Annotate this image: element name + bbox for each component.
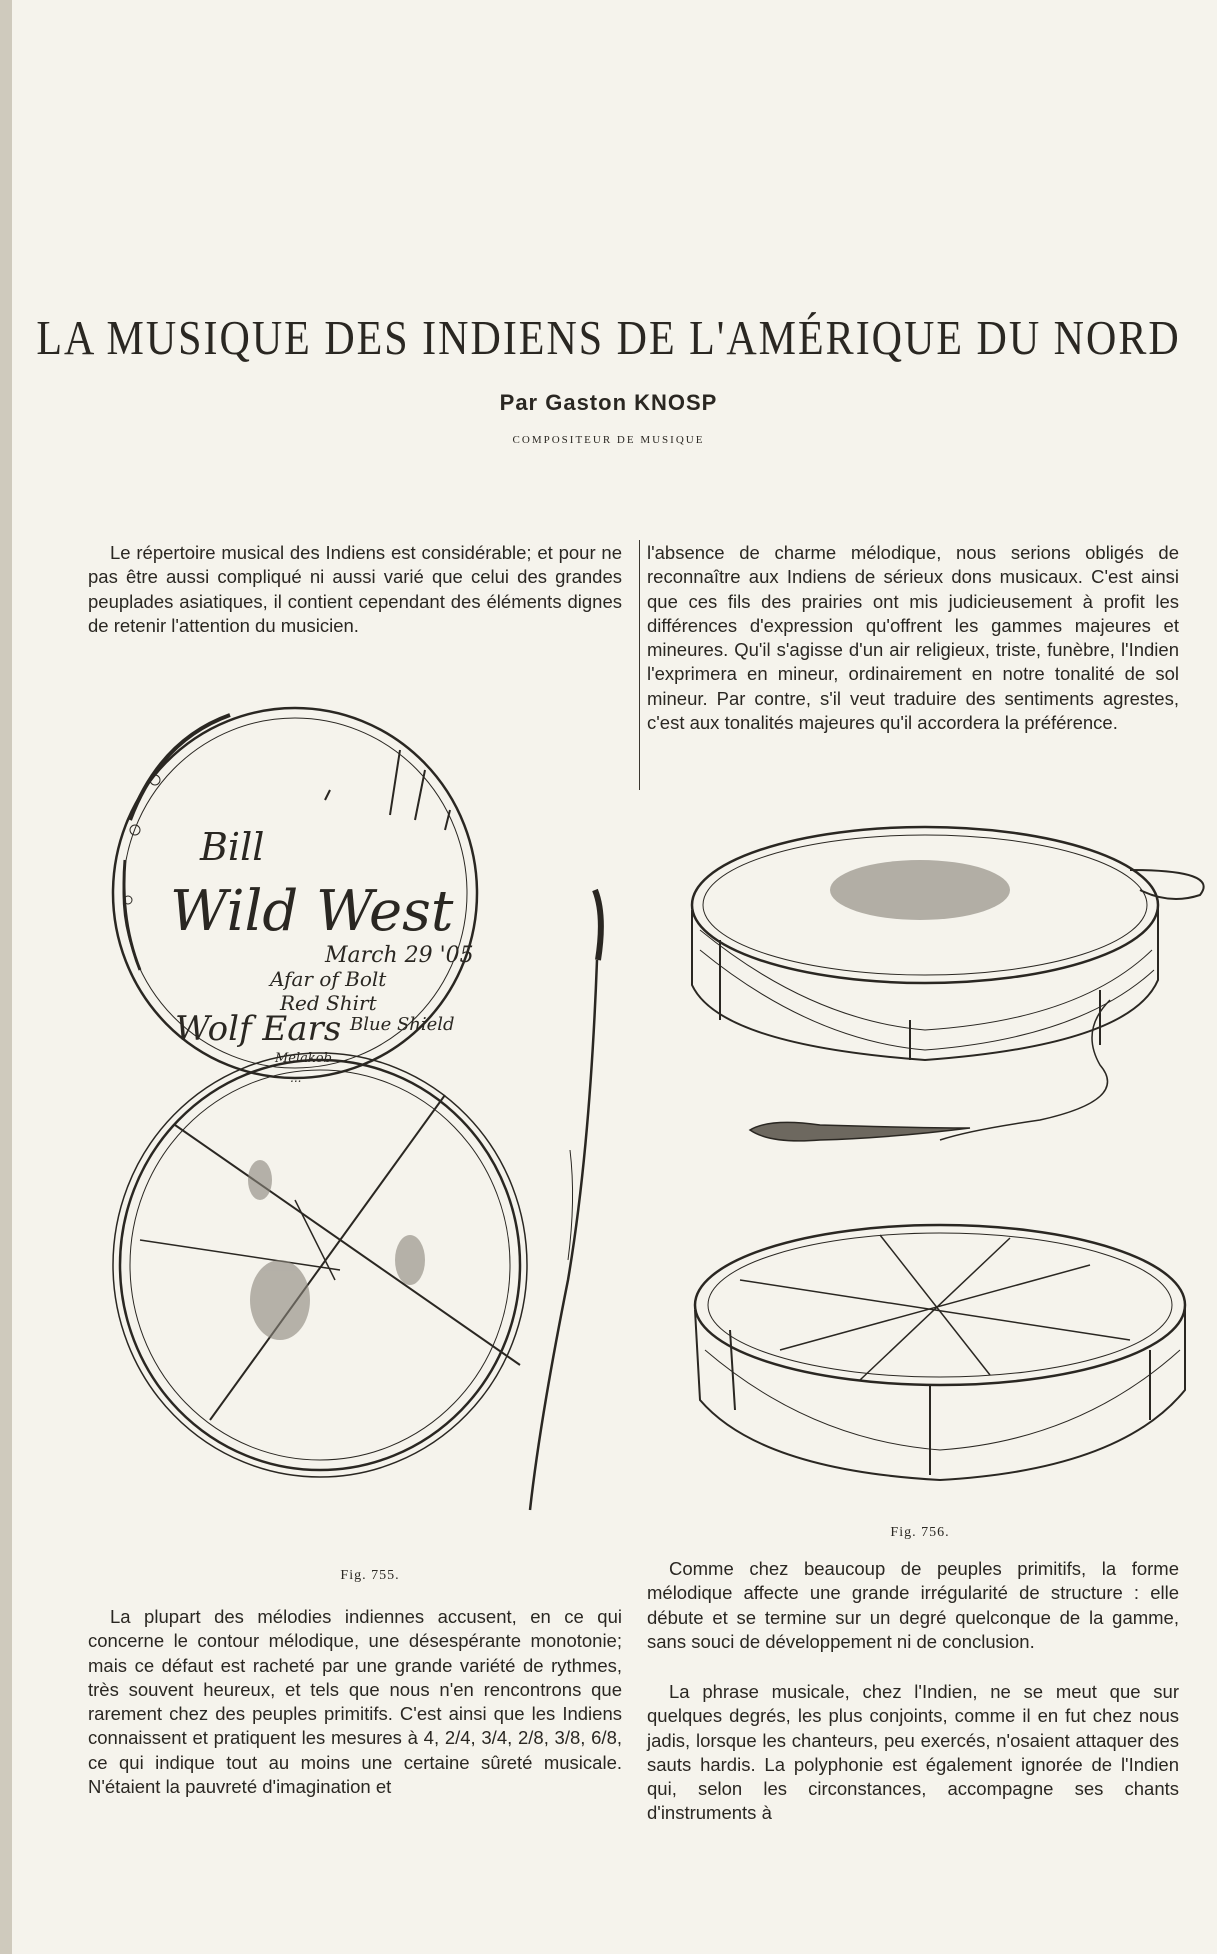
inscription-6: Blue Shield <box>350 1014 455 1035</box>
inscription-5: Red Shirt <box>280 991 377 1015</box>
page-edge <box>0 0 12 1954</box>
left-paragraph-2: La plupart des mélodies indiennes accusent, en ce qui concerne le contour mélodique, une désespérante monotonie; mais ce défaut est racheté par une grande variété de rythmes, très souvent heureux, et tels que nous n'en rencontrons que rarement chez des peuples primitifs. C'est ainsi que les Indiens connaissent et pratiquent les mesures à 4, 2/4, 3/4, 2/8, 3/8, 6/8, ce qui indique tout au moins une certaine sûreté musicale. N'étaient la pauvreté d'imagination et <box>88 1606 622 1798</box>
inscription-1: Bill <box>200 825 265 869</box>
figure-755-caption: Fig. 755. <box>340 1568 400 1583</box>
inscription-2: Wild West <box>170 879 454 944</box>
left-paragraph-1: Le répertoire musical des Indiens est considérable; et pour ne pas être aussi compliqué ni aussi varié que celui des grandes peuplades asiatiques, il contient cependant des éléments dignes de retenir l'attention du musicien. <box>88 542 622 636</box>
figure-755 <box>100 700 640 1580</box>
right-paragraph-1: l'absence de charme mélodique, nous serions obligés de reconnaître aux Indiens de sérieux dons musicaux. C'est ainsi que ces fils des prairies ont mis judicieusement à profit les différences d'expression qu'offrent les gammes majeures et mineures. Qu'il s'agisse d'un air religieux, triste, funèbre, l'Indien l'exprimera en mineur, ordinairement en notre tonalité de sol mineur. Par contre, s'il veut traduire des sentiments agrestes, c'est aux tonalités majeures qu'il accordera la préférence. <box>647 542 1179 734</box>
right-paragraph-2: Comme chez beaucoup de peuples primitifs, la forme mélodique affecte une grande irrégularité de structure : elle débute et se termine sur un degré quelconque de la gamme, sans souci de développement ni de conclusion. <box>647 1558 1179 1652</box>
right-paragraph-3: La phrase musicale, chez l'Indien, ne se meut que sur quelques degrés, les plus conjoints, comme il en fut chez nous jadis, lorsque les chanteurs, peu exercés, n'osaient attaquer des sauts hardis. La polyphonie est également ignorée de l'Indien qui, selon les circonstances, accompagne ses chants d'instruments à <box>647 1681 1179 1824</box>
inscription-8: Melakob ... <box>275 1051 349 1066</box>
article-byline: Par Gaston KNOSP <box>499 390 718 415</box>
figure-755-drawing <box>100 700 640 1580</box>
inscription-3: March 29 '05 <box>325 943 474 968</box>
inscription-9: ... <box>290 1071 302 1085</box>
figure-756 <box>660 810 1210 1510</box>
article-title: LA MUSIQUE DES INDIENS DE L'AMÉRIQUE DU NORD <box>36 312 1181 366</box>
figure-756-drawing <box>660 810 1210 1510</box>
author-role: COMPOSITEUR DE MUSIQUE <box>512 434 705 446</box>
inscription-4: Afar of Bolt <box>270 967 387 991</box>
figure-756-caption: Fig. 756. <box>890 1525 950 1540</box>
inscription-7: Wolf Ears <box>175 1009 342 1049</box>
